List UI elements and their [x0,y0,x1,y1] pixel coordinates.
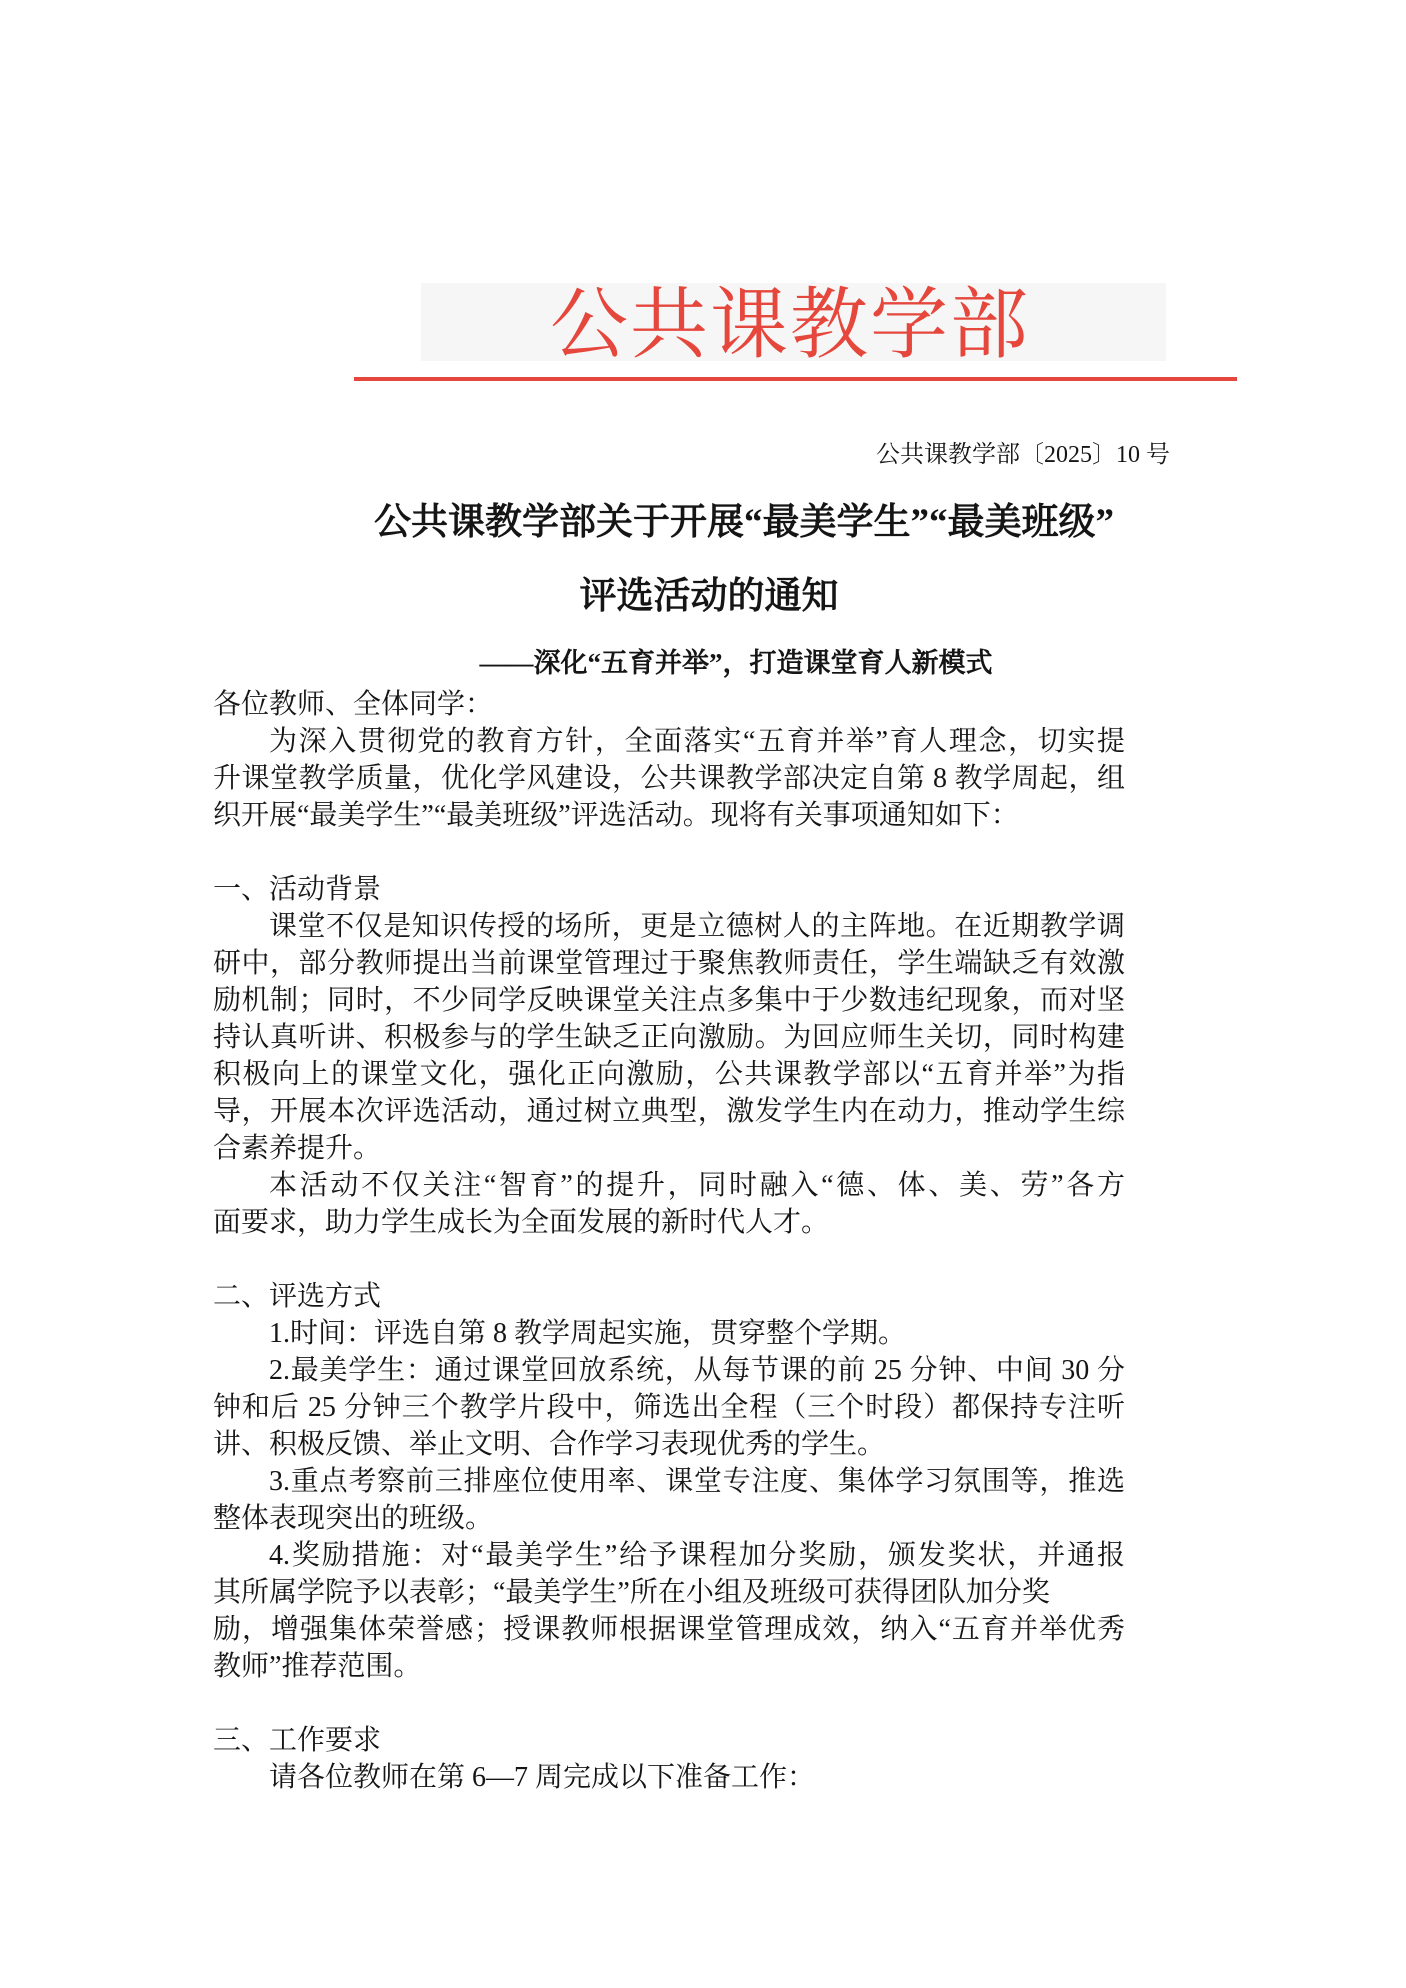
paragraph-line: 导，开展本次评选活动，通过树立典型，激发学生内在动力，推动学生综 [213,1096,1125,1127]
paragraph-line: 合素养提升。 [213,1133,382,1164]
document-title-line-1: 公共课教学部关于开展“最美学生”“最美班级” [374,502,1114,543]
paragraph-line: 研中，部分教师提出当前课堂管理过于聚焦教师责任，学生端缺乏有效激 [213,948,1125,979]
blank-line [213,834,1125,871]
section-heading: 一、活动背景 [213,874,382,905]
list-item-line: 2.最美学生：通过课堂回放系统，从每节课的前 25 分钟、中间 30 分 [269,1355,1125,1386]
list-item-line: 整体表现突出的班级。 [213,1503,494,1534]
section-heading: 三、工作要求 [213,1725,382,1756]
list-item-line: 钟和后 25 分钟三个教学片段中，筛选出全程（三个时段）都保持专注听 [213,1392,1125,1423]
blank-line [213,1685,1125,1722]
intro-line: 为深入贯彻党的教育方针，全面落实“五育并举”育人理念，切实提 [269,726,1125,757]
salutation: 各位教师、全体同学： [213,689,494,720]
document-body [213,686,1125,1796]
list-item-line: 讲、积极反馈、举止文明、合作学习表现优秀的学生。 [213,1429,886,1460]
letterhead-rule [354,377,1237,381]
paragraph-line: 本活动不仅关注“智育”的提升，同时融入“德、体、美、劳”各方 [269,1170,1125,1201]
paragraph-line: 面要求，助力学生成长为全面发展的新时代人才。 [213,1207,830,1238]
paragraph-line: 持认真听讲、积极参与的学生缺乏正向激励。为回应师生关切，同时构建 [213,1022,1125,1053]
list-item-line: 4.奖励措施：对“最美学生”给予课程加分奖励，颁发奖状，并通报 [269,1540,1125,1571]
list-item-line: 1.时间：评选自第 8 教学周起实施，贯穿整个学期。 [269,1318,907,1349]
list-item-line: 3.重点考察前三排座位使用率、课堂专注度、集体学习氛围等，推选 [269,1466,1125,1497]
paragraph-line: 课堂不仅是知识传授的场所，更是立德树人的主阵地。在近期教学调 [269,911,1125,942]
document-title-line-2: 评选活动的通知 [579,576,839,617]
intro-line: 升课堂教学质量，优化学风建设，公共课教学部决定自第 8 教学周起，组 [213,763,1125,794]
paragraph-line: 积极向上的课堂文化，强化正向激励，公共课教学部以“五育并举”为指 [213,1059,1125,1090]
list-item-line: 教师”推荐范围。 [213,1651,422,1682]
blank-line [213,1241,1125,1278]
document-number: 公共课教学部〔2025〕10 号 [876,442,1170,468]
letterhead-title: 公共课教学部 [549,280,1030,370]
list-item-line: 励，增强集体荣誉感；授课教师根据课堂管理成效，纳入“五育并举优秀 [213,1614,1125,1645]
document-subtitle: ——深化“五育并举”，打造课堂育人新模式 [479,648,993,678]
paragraph-line: 请各位教师在第 6—7 周完成以下准备工作： [269,1762,816,1793]
paragraph-line: 励机制；同时，不少同学反映课堂关注点多集中于少数违纪现象，而对坚 [213,985,1125,1016]
intro-line: 织开展“最美学生”“最美班级”评选活动。现将有关事项通知如下： [213,800,1019,831]
list-item-line: 其所属学院予以表彰；“最美学生”所在小组及班级可获得团队加分奖 [213,1577,1050,1608]
section-heading: 二、评选方式 [213,1281,382,1312]
